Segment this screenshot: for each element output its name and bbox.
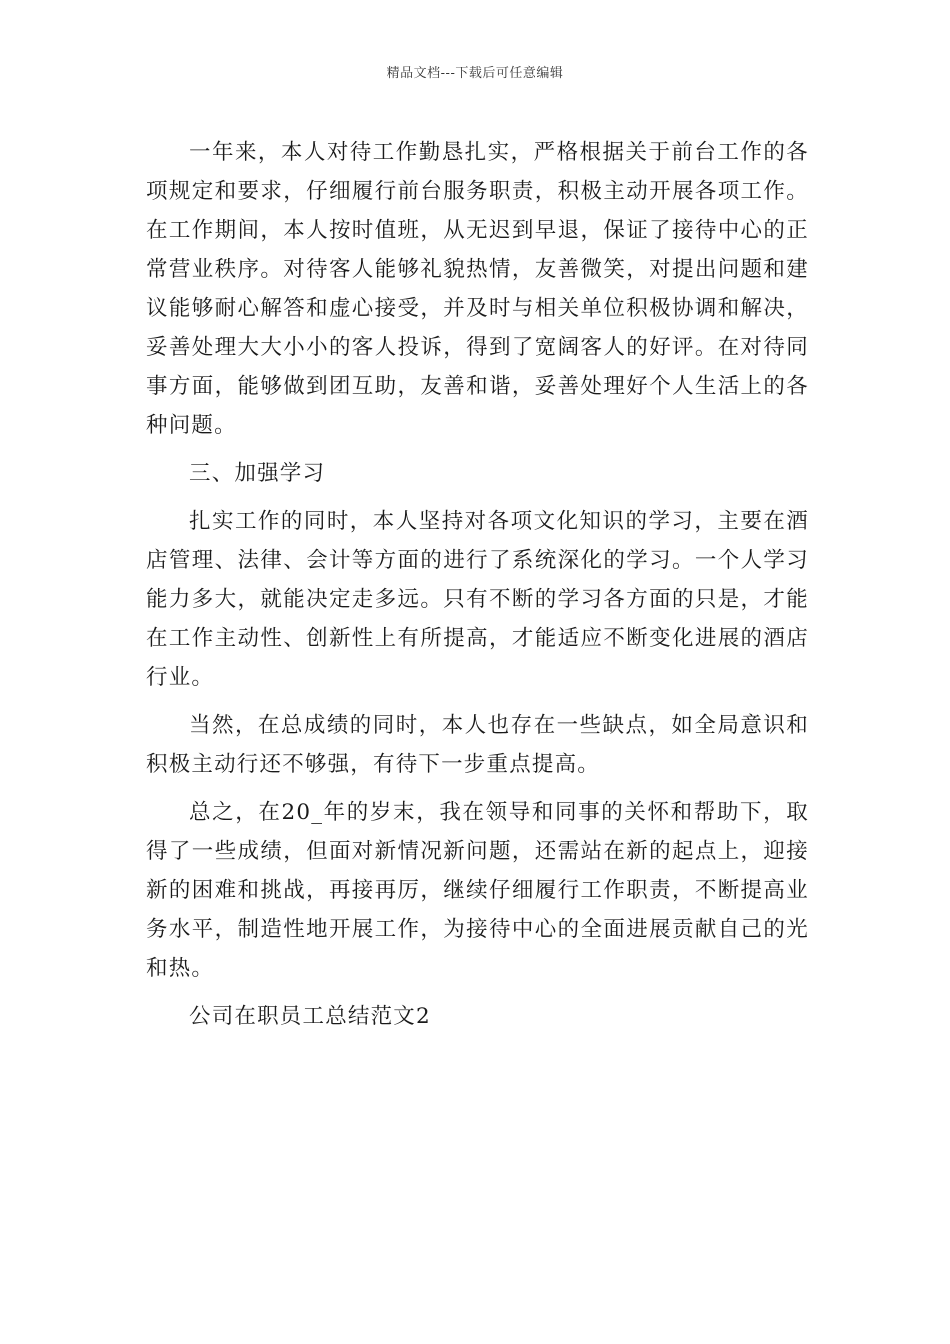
section-heading-study: 三、加强学习	[189, 461, 326, 486]
next-section-title: 公司在职员工总结范文2	[189, 1004, 431, 1029]
paragraph-study: 扎实工作的同时，本人坚持对各项文化知识的学习，主要在酒店管理、法律、会计等方面的进行了系统深化的学习。一个人学习能力多大，就能决定走多远。只有不断的学习各方面的只是，才能在工作主动性、创新性上有所提高，才能适应不断变化进展的酒店行业。	[146, 509, 809, 690]
paragraph-work-attitude: 一年来，本人对待工作勤恳扎实，严格根据关于前台工作的各项规定和要求，仔细履行前台服务职责，积极主动开展各项工作。在工作期间，本人按时值班，从无迟到早退，保证了接待中心的正常营业秩序。对待客人能够礼貌热情，友善微笑，对提出问题和建议能够耐心解答和虚心接受，并及时与相关单位积极协调和解决，妥善处理大大小小的客人投诉，得到了宽阔客人的好评。在对待同事方面，能够做到团互助，友善和谐，妥善处理好个人生活上的各种问题。	[146, 140, 809, 438]
document-body	[146, 133, 809, 1036]
page-header: 精品文档---下载后可任意编辑	[386, 66, 564, 81]
paragraph-conclusion: 总之，在20_年的岁末，我在领导和同事的关怀和帮助下，取得了一些成绩，但面对新情况新问题，还需站在新的起点上，迎接新的困难和挑战，再接再厉，继续仔细履行工作职责，不断提高业务水平，制造性地开展工作，为接待中心的全面进展贡献自己的光和热。	[146, 800, 809, 981]
paragraph-shortcomings: 当然，在总成绩的同时，本人也存在一些缺点，如全局意识和积极主动行还不够强，有待下一步重点提高。	[146, 713, 809, 777]
